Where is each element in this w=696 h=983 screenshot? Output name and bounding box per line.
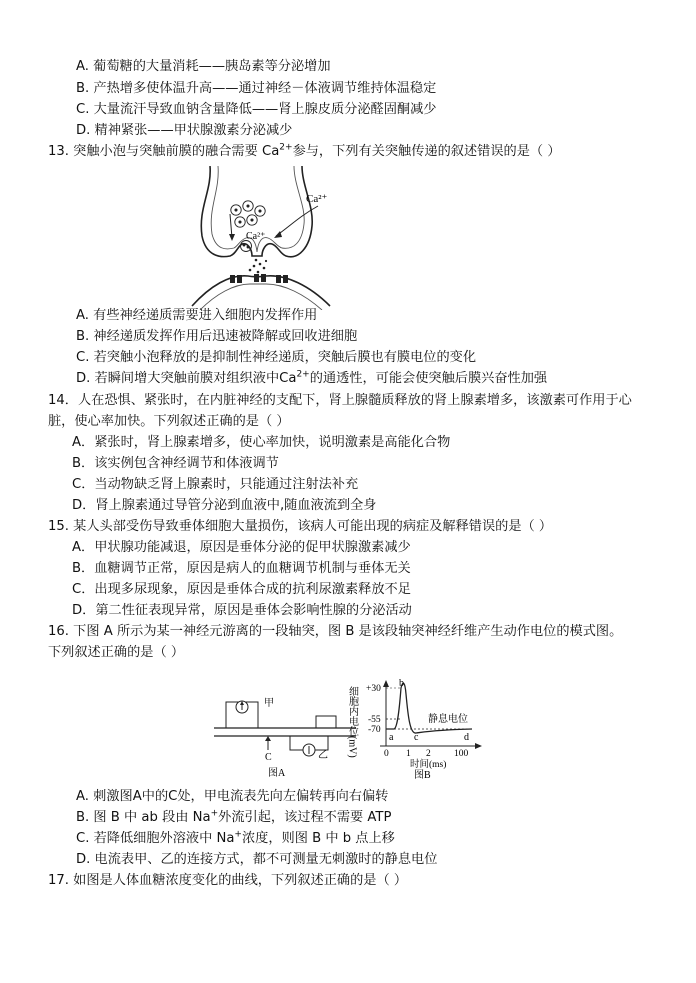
q16-option-d: D. 电流表甲、乙的连接方式，都不可测量无刺激时的静息电位 bbox=[76, 852, 438, 867]
q15-option-a: A．甲状腺功能减退，原因是垂体分泌的促甲状腺激素减少 bbox=[72, 540, 411, 555]
q15-option-b: B．血糖调节正常，原因是病人的血糖调节机制与垂体无关 bbox=[72, 561, 411, 576]
q14-stem-line1: 14．人在恐惧、紧张时，在内脏神经的支配下，肾上腺髓质释放的肾上腺素增多，该激素可作用于心 bbox=[48, 393, 632, 408]
q15-option-d: D．第二性征表现异常，原因是垂体会影响性腺的分泌活动 bbox=[72, 603, 412, 618]
figure-a-caption: 图A bbox=[268, 768, 286, 779]
q14-option-d: D．肾上腺素通过导管分泌到血液中,随血液流到全身 bbox=[72, 498, 377, 513]
q14-option-b: B．该实例包含神经调节和体液调节 bbox=[72, 456, 279, 471]
q17-stem: 17. 如图是人体血糖浓度变化的曲线，下列叙述正确的是（ ） bbox=[48, 873, 408, 888]
q14-option-a: A．紧张时，肾上腺素增多，使心率加快，说明激素是高能化合物 bbox=[72, 435, 451, 450]
figb-ytick-30: +30 bbox=[366, 684, 381, 694]
q15-option-c: C．出现多尿现象，原因是垂体合成的抗利尿激素释放不足 bbox=[72, 582, 411, 597]
figb-point-d: d bbox=[464, 732, 469, 743]
ca-outside-label: Ca²⁺ bbox=[306, 193, 328, 205]
q16-option-b: B. 图 B 中 ab 段由 Na+外流引起，该过程不需要 ATP bbox=[76, 808, 392, 825]
meter-yi-label: 乙 bbox=[318, 750, 328, 761]
q12-option-a: A. 葡萄糖的大量消耗——胰岛素等分泌增加 bbox=[76, 59, 331, 74]
q12-option-b: B. 产热增多使体温升高——通过神经－体液调节维持体温稳定 bbox=[76, 81, 437, 96]
q16-option-c: C. 若降低细胞外溶液中 Na+浓度，则图 B 中 b 点上移 bbox=[76, 829, 395, 846]
figb-point-a: a bbox=[389, 732, 394, 743]
stimulus-c-label: C bbox=[265, 752, 272, 763]
figb-y-title: 细胞内电位(mV) bbox=[346, 686, 358, 758]
q16-option-a: A. 刺激图A中的C处，甲电流表先向左偏转再向右偏转 bbox=[76, 789, 389, 804]
q13-option-d: D. 若瞬间增大突触前膜对组织液中$Ca^{2+}$的通透性，可能会使突触后膜兴奋性加强 bbox=[76, 369, 548, 386]
q16-stem-line1: 16. 下图 A 所示为某一神经元游离的一段轴突，图 B 是该段轴突神经纤维产生动作电位的模式图。 bbox=[48, 624, 623, 639]
vesicles bbox=[231, 201, 265, 252]
figb-ytick-55: -55 bbox=[368, 715, 381, 725]
figb-xtick-100: 100 bbox=[454, 749, 469, 759]
q16-stem-line2: 下列叙述正确的是（ ） bbox=[48, 645, 185, 660]
q15-stem: 15. 某人头部受伤导致垂体细胞大量损伤，该病人可能出现的病症及解释错误的是（ ） bbox=[48, 519, 553, 534]
figure-b-action-potential bbox=[344, 674, 490, 782]
figure-b-caption: 图B bbox=[414, 770, 431, 781]
figb-xtick-2: 2 bbox=[426, 749, 431, 759]
synapse-figure bbox=[190, 166, 350, 310]
transmitter-dots bbox=[249, 259, 267, 274]
figb-point-b: b bbox=[399, 678, 404, 689]
figb-ytick-70: -70 bbox=[368, 725, 381, 735]
figure-a-axon bbox=[210, 694, 360, 782]
q14-stem-line2: 脏，使心率加快。下列叙述正确的是（ ） bbox=[48, 414, 290, 429]
figb-point-c: c bbox=[414, 732, 419, 743]
figb-x-title: 时间(ms) bbox=[410, 760, 447, 770]
q13-option-b: B. 神经递质发挥作用后迅速被降解或回收进细胞 bbox=[76, 329, 358, 344]
figb-xtick-0: 0 bbox=[384, 749, 389, 759]
figb-xtick-1: 1 bbox=[406, 749, 411, 759]
q12-option-c: C. 大量流汗导致血钠含量降低——肾上腺皮质分泌醛固酮减少 bbox=[76, 102, 437, 117]
ca-inside-label: Ca²⁺ bbox=[246, 231, 266, 242]
figb-rest-label: 静息电位 bbox=[428, 714, 468, 725]
meter-jia-label: 甲 bbox=[264, 698, 274, 709]
q13-option-c: C. 若突触小泡释放的是抑制性神经递质，突触后膜也有膜电位的变化 bbox=[76, 350, 477, 365]
q12-option-d: D. 精神紧张——甲状腺激素分泌减少 bbox=[76, 123, 293, 138]
q13-stem: 13. 突触小泡与突触前膜的融合需要 $Ca^{2+}$参与，下列有关突触传递的叙述错误的是（ ） bbox=[48, 142, 561, 159]
q14-option-c: C．当动物缺乏肾上腺素时，只能通过注射法补充 bbox=[72, 477, 359, 492]
q13-option-a: A. 有些神经递质需要进入细胞内发挥作用 bbox=[76, 308, 318, 323]
receptors bbox=[230, 274, 288, 283]
